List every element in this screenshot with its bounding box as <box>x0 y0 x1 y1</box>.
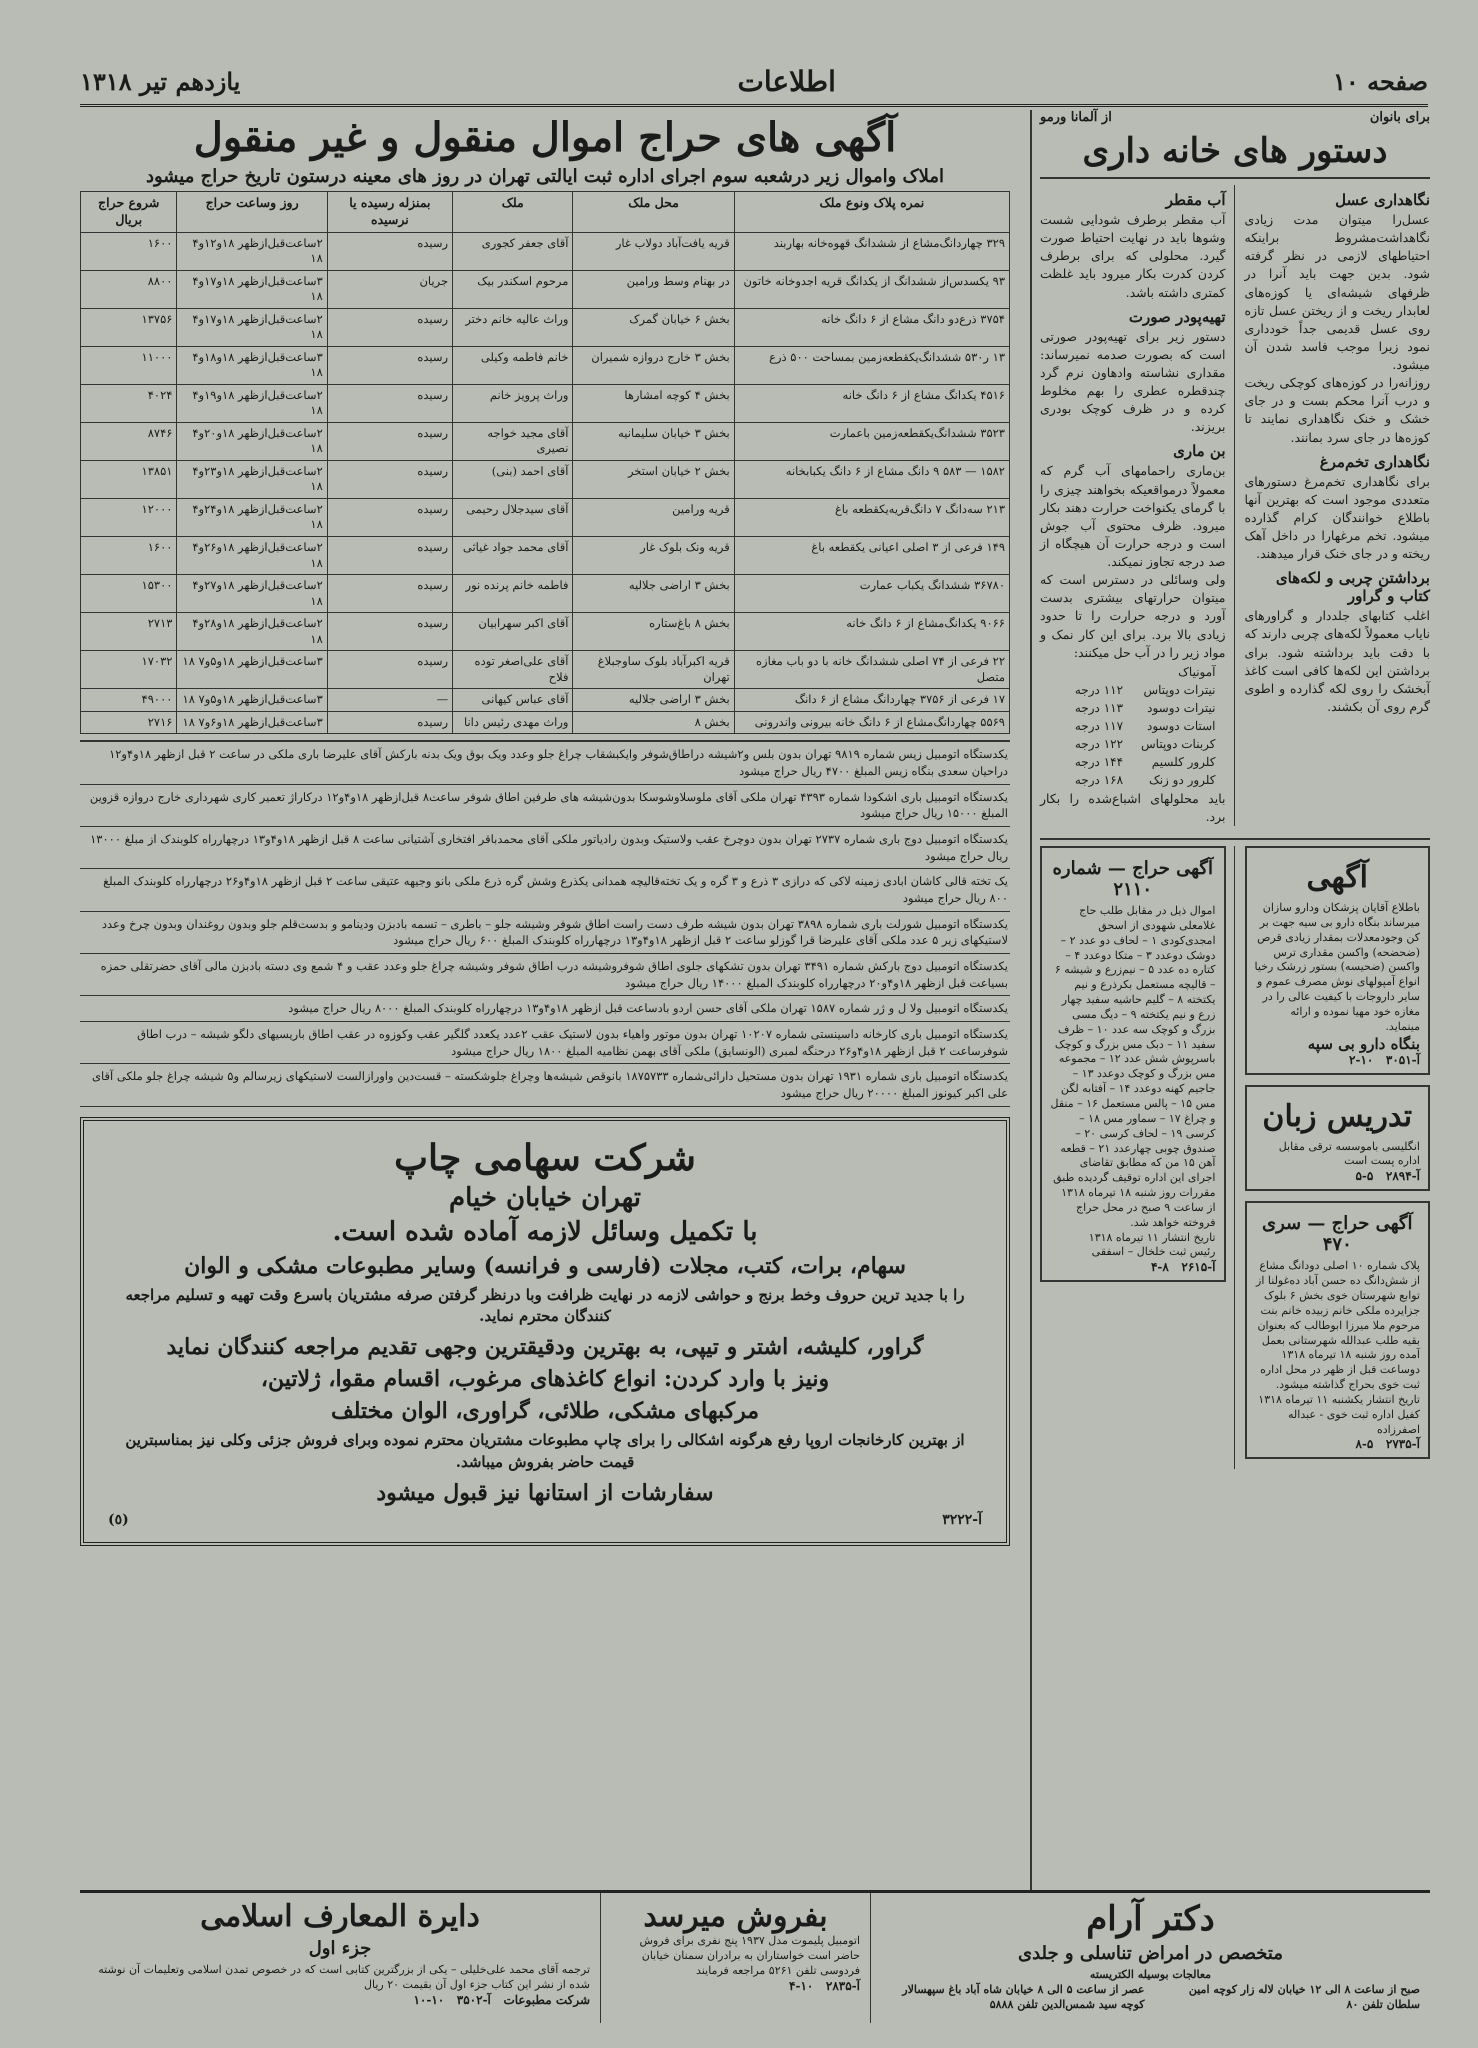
doctor-ad: دکتر آرام متخصص در امراض تناسلی و جلدی معالجات بوسیله الکتریسته صبح از ساعت ۸ الی ۱۲ خیابان لاله زار کوچه امین سلطان تلفن ۸۰ عصر از ساعت ۵ الی ۸ خیابان شاه آباد باغ سپهسالار کوچه سید شمس‌الدین تلفن ۵۸۸۸ <box>870 1893 1430 2023</box>
vehicle-notice: یکدستگاه اتومبیل باری اشکودا شماره ۴۳۹۳ تهران ملکی آقای ملوسلاوشوسکا بدون‌شیشه های طرفین اطاق شوفر ساعت۸ قبل‌ازظهر ۱۸و۴و۱۲ درکاراژ تعمیر کاری شهرداری خارج دروازه قزوین المبلغ ۱۵۰۰۰ ریال حراج میشود <box>80 785 1010 827</box>
auction-row: ۱۳ ر۵۳۰ ششدانگ‌یکقطعه‌زمین بمساحت ۵۰۰ ذرع بخش ۳ خارج دروازه شمیران خانم فاطمه وکیلی رسیده ۳ساعت‌قبل‌ازظهر ۱۸و۱۸و۴ ۱۸ ۱۱۰۰۰ <box>81 346 1010 384</box>
auction-subtitle: املاک واموال زیر درشعبه سوم اجرای اداره ثبت ایالتی تهران در روز های معینه درستون تاریخ حراج میشود <box>145 166 945 187</box>
auction-row: ۲۲ فرعی از ۷۴ اصلی ششدانگ خانه با دو باب مغازه متصل قریه اکبرآباد بلوک ساوجبلاغ تهران آقای علی‌اصغر توده فلاح رسیده ۳ساعت‌قبل‌ازظهر ۱۸و۵و۷ ۱۸ ۱۷۰۳۲ <box>81 651 1010 689</box>
powder-text: دستور زیر برای تهیه‌پودر صورتی است که بصورت صدمه نمیرساند: مقداری نشاسته وادهاون نرم گرد چندقطره عطری را بهم مخلوط کرده و در ظرف کوچک بودری بریزند. <box>1040 328 1226 435</box>
auction-row: ۹۳ یکسدس‌از ششدانگ از یکدانگ قریه اجدوخانه خاتون در بهنام وسط ورامین مرحوم اسکندر بیک جریان ۳ساعت‌قبل‌ازظهر ۱۸و۱۷و۴ ۱۸ ۸۸۰۰ <box>81 270 1010 308</box>
vehicle-notice: یکدستگاه اتومبیل ولا ل و ژر شماره ۱۵۸۷ تهران ملکی آقای حسن اردو بادساعت قبل ازظهر ۱۸و۴و۱۳ درچهارراه کلوبندک المبلغ ۸۰۰۰ ریال حراج میشود <box>80 996 1010 1022</box>
vehicle-notices <box>80 740 1010 1106</box>
auction-table: نمره پلاک ونوع ملک محل ملک ملک بمنزله رسیده یا نرسیده روز وساعت حراج شروع حراج بریال ۳۲۹ چهاردانگ‌مشاع از ششدانگ قهوه‌خانه بهاربند قریه یافت‌آباد دولاب غار آقای جعفر کجوری رسیده ۲ساعت‌قبل‌ازظهر ۱۸و۱۲و۴ ۱۸ ۱۶۰۰ ۹۳ یکسدس‌از ششدانگ از یکدانگ قریه اجدوخانه خاتون در بهنام وسط ورامین مرحوم اسکندر بیک جریان ۳ساعت‌قبل‌ازظهر ۱۸و۱۷و۴ ۱۸ ۸۸۰۰ ۳۷۵۴ ذرع‌دو دانگ مشاع از ۶ دانگ خانه بخش ۶ خیابان گمرک وراث عالیه خانم دختر رسیده ۲ساعت‌قبل‌ازظهر ۱۸و۱۷و۴ ۱۸ ۱۳۷۵۶ ۱۳ ر۵۳۰ ششدانگ‌یکقطعه‌زمین بمساحت ۵۰۰ ذرع بخش ۳ خارج دروازه شمیران خانم فاطمه وکیلی رسیده ۳ساعت‌قبل‌ازظهر ۱۸و۱۸و۴ ۱۸ ۱۱۰۰۰ ۴۵۱۶ یکدانگ مشاع از ۶ دانگ خانه بخش ۴ کوچه امشارها وراث پرویز خانم رسیده ۲ساعت‌قبل‌ازظهر ۱۸و۱۹و۴ ۱۸ ۴۰۲۴ ۳۵۲۳ ششدانگ‌یکقطعه‌زمین با‌عمارت بخش ۳ خیابان سلیمانیه آقای مجید خواجه نصیری رسیده ۲ساعت‌قبل‌ازظهر ۱۸و۲۰و۴ ۱۸ ۸۷۴۶ ۱۵۸۲ — ۵۸۳ ۹ دانگ مشاع از ۶ دانگ یکبابخانه بخش ۲ خیابان استخر آقای احمد (بنی) رسیده ۲ساعت‌قبل‌ازظهر ۱۸و۲۳و۴ ۱۸ ۱۳۸۵۱ ۲۱۳ سه‌دانگ ۷ دانگ‌قریه‌یکقطعه باغ قریه ورامین آقای سیدجلال رحیمی رسیده ۲ساعت‌قبل‌ازظهر ۱۸و۲۴و۴ ۱۸ ۱۲۰۰۰ ۱۴۹ فرعی از ۳ اصلی اعیانی یکقطعه باغ قریه ونک بلوک غار آقای محمد جواد غیاثی رسیده ۲ساعت‌قبل‌ازظهر ۱۸و۲۶و۴ ۱۸ ۱۶۰۰ ۳۶۷۸۰ ششدانگ یکباب عمارت بخش ۳ اراضی جلالیه فاطمه خانم پرنده نور رسیده ۲ساعت‌قبل‌ازظهر ۱۸و۲۷و۴ ۱۸ ۱۵۳۰۰ ۹۰۶۶ یکدانگ‌مشاع از ۶ دانگ خانه بخش ۸ باغ‌ستاره آقای اکبر سهرابیان رسیده ۲ساعت‌قبل‌ازظهر ۱۸و۲۸و۴ ۱۸ ۲۷۱۳ ۲۲ فرعی از ۷۴ اصلی ششدانگ خانه با دو باب مغازه متصل قریه اکبرآباد بلوک ساوجبلاغ تهران آقای علی‌اصغر توده فلاح رسیده ۳ساعت‌قبل‌ازظهر ۱۸و۵و۷ ۱۸ ۱۷۰۳۲ ۱۷ فرعی از ۳۷۵۶ چهاردانگ مشاع از ۶ دانگ بخش ۳ اراضی جلالیه آقای عباس کیهانی — ۳ساعت‌قبل‌ازظهر ۱۸و۵و۷ ۱۸ ۴۹۰۰۰ ۵۵۶۹ چهاردانگ‌مشاع از ۶ دانگ خانه بیرونی واندرونی بخش ۸ وراث مهدی رئیس دانا رسیده ۳ساعت‌قبل‌ازظهر ۱۸و۶و۷ ۱۸ ۲۷۱۶ <box>80 191 1010 734</box>
auction-row: ۴۵۱۶ یکدانگ مشاع از ۶ دانگ خانه بخش ۴ کوچه امشارها وراث پرویز خانم رسیده ۲ساعت‌قبل‌ازظهر ۱۸و۱۹و۴ ۱۸ ۴۰۲۴ <box>81 384 1010 422</box>
vehicle-notice: یکدستگاه اتومبیل دوج بارکش شماره ۳۴۹۱ تهران بدون تشکهای جلوی اطاق شوفرو‌شیشه درب اطاق شوفر وشیشه چراغ جلو وعدد عقب و ۴ شمع وی دسته بادبزن مالی آقای حضرتقلی حمزه بسیاعت قبل ازظهر ۱۸و۴و۲۰ درچهارراه کلوبندک المبلغ ۱۴۰۰۰ ریال حراج میشود <box>80 954 1010 996</box>
salts-intro: ولی وسائلی در دسترس است که میتوان حرارتهای بیشتری بدست آورد و درجه حرارت را تا حدود زیادی بالا برد. برای این کار نمک و مواد زیر را در آب حل میکنند: <box>1040 572 1226 660</box>
water-heading: آب مقطر <box>1165 191 1226 209</box>
column-rule <box>1030 110 1032 1890</box>
salts-end: باید محلولهای اشباع‌شده را بکار برد. <box>1040 790 1226 824</box>
auction-row: ۳۵۲۳ ششدانگ‌یکقطعه‌زمین با‌عمارت بخش ۳ خیابان سلیمانیه آقای مجید خواجه نصیری رسیده ۲ساعت‌قبل‌ازظهر ۱۸و۲۰و۴ ۱۸ ۸۷۴۶ <box>81 422 1010 460</box>
water-text: آب مقطر برطرف شودایی شست وشوها باید در نهایت احتیاط صورت گیرد. محلولی که برای برطرف کردن کدرت بکار میرود باید غلظت کمتری داشته باشد. <box>1040 212 1226 300</box>
auction-row: ۹۰۶۶ یکدانگ‌مشاع از ۶ دانگ خانه بخش ۸ باغ‌ستاره آقای اکبر سهرابیان رسیده ۲ساعت‌قبل‌ازظهر ۱۸و۲۸و۴ ۱۸ ۲۷۱۳ <box>81 613 1010 651</box>
vehicle-notice: یکدستگاه اتومبیل باری کارخانه داسینستی شماره ۱۰۲۰۷ تهران بدون موتور واهیاء بدون لاستیک عقب ۲عدد یکعدد گلگیر عقب وکوزوه در عقب اطاق باریسیهای دلگو شیشه – درب اطاق شوفرساعت ۲ قبل ازظهر ۱۸و۴و۲۶ درحنگه لمبری (الونسایق) ملکی آقای بهمن نظامیه المبلغ ۱۸۰۰ ریال حراج میشود <box>80 1022 1010 1064</box>
vehicle-notice: یکدستگاه اتومبیل باری شماره ۱۹۳۱ تهران بدون مستحیل دارائی‌شماره ۱۸۷۵۷۳۳ بانوقص شیشه‌ها وچراغ جلوشکسته – قست‌دین واورازالست لاستیکهای زیرسالم و۵ شیشه چراغ جلو ملکی آقای علی اکبر کیونوز المبلغ ۲۰۰۰۰ ریال حراج میشود <box>80 1064 1010 1106</box>
eggs-text: برای نگاهداری تخم‌مرغ دستورهای متعددی موجود است که بهترین آنها باطلاع خوانندگان کرام گذارده میشود. تخم مرغهارا در داخل آهک ریخته و در جای خنک قرار میدهند. <box>1244 473 1430 562</box>
eggs-heading: نگاهداری تخم‌مرغ <box>1319 452 1430 471</box>
auction-title: آگهی های حراج اموال منقول و غیر منقول <box>193 114 897 161</box>
car-sale-ad: بفروش میرسد اتومبیل پلیموت مدل ۱۹۳۷ پنج نفری برای فروش حاضر است خواستاران به برادران سمنان خیابان فردوسی تلفن ۵۲۶۱ مراجعه فرمایند آ-۲۸۳۵ ۱۰-۴ <box>600 1893 870 2023</box>
source: از آلمانا ورمو <box>1040 110 1112 125</box>
auction-2110-ad: آگهی حراج — شماره ۲۱۱۰ اموال ذیل در مقابل طلب حاج غلامعلی شهودی از اسحق امجدی‌کودی ۱ – لحاف دو عدد ۲ – دوشک دوعدد ۳ – متکا دوعدد ۴ – کتاره ده عدد ۵ – نیم‌زرع و شیشه ۶ – قالیچه مستعمل بکرذرع و نیم یکتخته ۸ – گلیم حاشیه سفید چهار زرع و نیم یکتخته ۹ – دیگ مسی بزرگ و کوچک سه عدد ۱۰ – ظرف سفید ۱۱ – دبک مس بزرگ و کوچک باسرپوش شش عدد ۱۲ – مجموعه مس بزرگ و کوچک دوعدد ۱۳ – جاجیم کهنه دوعدد ۱۴ – آفتابه لگن مس ۱۵ – پالس مستعمل ۱۶ – منقل و چراغ ۱۷ – سماور مس ۱۸ – کرسی ۱۹ – لحاف کرسی ۲۰ – صندوق چوبی چهارعدد ۲۱ – قطعه آهن ۱۵ من که مطابق تقاضای اجرای این اداره توقیف گردیده طبق مقررات روز شنبه ۱۸ تیرماه ۱۳۱۸ از ساعت ۹ صبح در محل حراج فروخته خواهد شد. تاریخ انتشار ۱۱ تیرماه ۱۳۱۸ رئیس ثبت خلخال – اسفقی آ-۲۶۱۵ ۸-۴ <box>1040 846 1226 1282</box>
bainmarie-text: بن‌ماری راحمامهای آب گرم که معمولاً درمواقعیکه بخواهند چیزی را با گرمای یکنواخت حرارت دهند بکار میرود. ظرف محتوی آب جوش است و درجه حرارت آن هیچگاه از صد درجه تجاوز نمیکند. <box>1040 463 1226 569</box>
auction-row: ۵۵۶۹ چهاردانگ‌مشاع از ۶ دانگ خانه بیرونی واندرونی بخش ۸ وراث مهدی رئیس دانا رسیده ۳ساعت‌قبل‌ازظهر ۱۸و۶و۷ ۱۸ ۲۷۱۶ <box>81 711 1010 734</box>
honey-text-2: روزانه‌را در کوزه‌های کوچکی ریخت و درب آنرا محکم بست و در جای خشک و خنک نگاهداری نمایند تا کوزه‌ها در جای سرد بمانند. <box>1244 375 1430 445</box>
vehicle-notice: یکدستگاه اتومبیل دوج باری شماره ۲۷۳۷ تهران بدون دوچرخ عقب ولاستیک وبدون رادیاتور ملکی آقای محمدباقر افتخاری آشتیانی ساعت ۸ قبل ازظهر ۱۸و۴و۱۳ درچهارراه کلوبندک از مبلغ ۱۳۰۰۰ ریال حراج میشود <box>80 827 1010 869</box>
auction-row: ۳۷۵۴ ذرع‌دو دانگ مشاع از ۶ دانگ خانه بخش ۶ خیابان گمرک وراث عالیه خانم دختر رسیده ۲ساعت‌قبل‌ازظهر ۱۸و۱۷و۴ ۱۸ ۱۳۷۵۶ <box>81 308 1010 346</box>
page-number: صفحه ۱۰ <box>1332 66 1428 96</box>
pharmacy-ad: آگهی باطلاع آقایان پزشکان ودارو سازان میرساند بنگاه دارو بی سیه جهت بر کن وجودمعدلات بمقدار زیادی قرص (ضحضحه) واکسن مقداری ترس واکسن (ضحیسه) بستور زرشک رخیا انواع آمپولهای نوش مصرف عموم و سایر داروجات با کیفیت عالی را در مغازه خود مهیا نموده و ارائه مینماید. بنگاه دارو بی سپه آ-۳۰۵۱ ۱۰-۲ <box>1245 846 1431 1075</box>
auction-column <box>80 110 1010 1546</box>
kicker: برای بانوان <box>1369 110 1430 125</box>
encyclopedia-ad: دایرة المعارف اسلامی جزء اول ترجمه آقای محمد علی‌خلیلی – یکی از بزرگترین کتابی است که در خصوص تمدن اسلامی وتعلیمات آن نوشته شده از نشر این کتاب جزء اول آن بقیمت ۲۰ ریال شرکت مطبوعات آ-۳۵۰۲ ۱۰-۱۰ <box>98 1899 590 2007</box>
vehicle-notice: یکدستگاه اتومبیل زیس شماره ۹۸۱۹ تهران بدون بلس و۲شیشه دراطاق‌شوفر وایکبشقاب چراغ جلو وعدد ویک بوق ویک بدنه بارکش آقای علیرضا باری ملکی در ساعت ۲ قبل ازظهر ۱۸و۴و۱۲ دراحیان سعدی بنگاه زیس المبلغ ۴۷۰۰ ریال حراج میشود <box>80 742 1010 784</box>
print-company-ad: شرکت سهامی چاپ تهران خیابان خیام با تکمیل وسائل لازمه آماده شده است. سهام، برات، کتب، مجلات (فارسی و فرانسه) وسایر مطبوعات مشکی و الوان را با جدید ترین حروف وخط برنج و حواشی لازمه در نهایت ظرافت وبا درنظر گرفتن صرفه مشتریان باسرع وقت تهیه و تسلیم مراجعه کنندگان محترم نماید. گراور، کلیشه، اشتر و تیپی، به بهترین ودقیقترین وجهی تقدیم مراجعه کنندگان نماید ونیز با وارد کردن: انواع کاغذهای مرغوب، اقسام مقوا، ژلاتین، مرکبهای مشکی، طلائی، گراوری، الوان مختلف از بهترین کارخانجات اروپا رفع هرگونه اشکالی را برای چاپ مطبوعات مشتریان محترم نموده وبرای فروش جزئی وکلی نیز بمناسبترین قیمت حاضر بفروش میباشد. سفارشات از استانها نیز قبول میشود آ-۳۲۲۲ (٥) <box>80 1117 1010 1546</box>
vehicle-notice: یکدستگاه اتومبیل شورلت باری شماره ۳۸۹۸ تهران بدون شیشه طرف دست راست اطاق شوفر وشیشه جلو – باطری – تسمه بادبزن ودینامو و بدست‌قلم جلو وبدون روغندان وبدون چرخ وعدد لاستیکهای زیر ۵ عدد ملکی آقای علیرضا قرا گوزلو ساعت ۲ قبل ازظهر ۱۸و۴و۱۳ درچهارراه کلوبندک المبلغ ۶۰۰ ریال حراج میشود <box>80 912 1010 954</box>
auction-row: ۳۲۹ چهاردانگ‌مشاع از ششدانگ قهوه‌خانه بهاربند قریه یافت‌آباد دولاب غار آقای جعفر کجوری رسیده ۲ساعت‌قبل‌ازظهر ۱۸و۱۲و۴ ۱۸ ۱۶۰۰ <box>81 232 1010 270</box>
auction-row: ۱۷ فرعی از ۳۷۵۶ چهاردانگ مشاع از ۶ دانگ بخش ۳ اراضی جلالیه آقای عباس کیهانی — ۳ساعت‌قبل‌ازظهر ۱۸و۵و۷ ۱۸ ۴۹۰۰۰ <box>81 689 1010 712</box>
household-title: دستور های خانه داری <box>1040 131 1430 179</box>
household-column <box>1040 110 1430 1469</box>
auction-row: ۳۶۷۸۰ ششدانگ یکباب عمارت بخش ۳ اراضی جلالیه فاطمه خانم پرنده نور رسیده ۲ساعت‌قبل‌ازظهر ۱۸و۲۷و۴ ۱۸ ۱۵۳۰۰ <box>81 575 1010 613</box>
bainmarie-heading: بن ماری <box>1173 442 1226 461</box>
issue-date: یازدهم تیر ۱۳۱۸ <box>80 66 241 96</box>
auction-row: ۱۵۸۲ — ۵۸۳ ۹ دانگ مشاع از ۶ دانگ یکبابخانه بخش ۲ خیابان استخر آقای احمد (بنی) رسیده ۲ساعت‌قبل‌ازظهر ۱۸و۲۳و۴ ۱۸ ۱۳۸۵۱ <box>81 460 1010 498</box>
paper-name: اطلاعات <box>737 64 836 98</box>
stains-heading: برداشتن چربی و لکه‌های کتاب و گراور <box>1275 569 1430 606</box>
honey-text: عسل‌را میتوان مدت زیادی نگاهداشت‌مشروط براینکه احتیاطهای لازمی در نظر گرفته شود. بدین جهت باید آنرا در ظرفهای شیشه‌ای یا کوزه‌های لعابدار ریخت و از ریختن عسل تازه روی عسل قدیمی جداً خودداری نمود زیرا موجب فاسد شدن آن میشود. <box>1244 212 1430 372</box>
auction-row: ۲۱۳ سه‌دانگ ۷ دانگ‌قریه‌یکقطعه باغ قریه ورامین آقای سیدجلال رحیمی رسیده ۲ساعت‌قبل‌ازظهر ۱۸و۲۴و۴ ۱۸ ۱۲۰۰۰ <box>81 498 1010 536</box>
salts-table: آمونیاک نیترات دوپتاس ۱۱۲ درجه نیترات دوسود ۱۱۳ درجه استات دوسود ۱۱۷ درجه کربنات دوپتاس ۱۲۲ درجه کلرور کلسیم ۱۴۴ درجه کلرور دو زنک ۱۶۸ درجه <box>1074 664 1216 787</box>
language-ad: تدریس زبان انگلیسی باموسسه ترقی مقابل اداره پست است آ-۲۸۹۴ ۵-۵ <box>1245 1085 1431 1192</box>
powder-heading: تهیه‌پودر صورت <box>1128 307 1226 326</box>
bottom-ads <box>80 1890 1430 2023</box>
vehicle-notice: یک تخته قالی کاشان ابادی زمینه لاکی که درازی ۳ ذرع و ۳ گره و یک تخته‌قالیچه همدانی یکذرع وشش گره ذرع ملکی بانو وجیهه عتیقی ساعت ۲ قبل ازظهر ۱۸و۴و۲۶ درچهارراه کلوبندک المبلغ ۸۰۰ ریال حراج میشود <box>80 869 1010 911</box>
page-header <box>80 58 1428 107</box>
stains-text: اغلب کتابهای جلددار و گراورهای نایاب معمولاً لکه‌های چربی دارند که با دقت باید برداشته شود. برای برداشتن این لکه‌ها کافی است کاغذ آبخشک را روی لکه گذارده و اطوی گرم روی آن بکشند. <box>1244 608 1430 714</box>
auction-470-ad: آگهی حراج — سری ۴۷۰ پلاک شماره ۱۰ اصلی دودانگ مشاع از شش‌دانگ ده‌ حسن آباد ده‌غولنا از توابع شهرستان خوی بخش ۶ بلوک جزایرده ملکی خانم زبیده خانم بنت مرحوم ملا میرزا ابوطالب که بعنوان بقیه طلب عبدالله شهرستانی بعمل آمده روز شنبه ۱۸ تیرماه ۱۳۱۸ دوساعت قبل از ظهر در محل اداره ثبت خوی بحراج گذاشته میشود. تاریخ انتشار یکشنبه ۱۱ تیرماه ۱۳۱۸ کفیل اداره ثبت خوی - عبداله اصفرزاده آ-۲۷۳۵ ۵-۸ <box>1245 1201 1431 1459</box>
auction-row: ۱۴۹ فرعی از ۳ اصلی اعیانی یکقطعه باغ قریه ونک بلوک غار آقای محمد جواد غیاثی رسیده ۲ساعت‌قبل‌ازظهر ۱۸و۲۶و۴ ۱۸ ۱۶۰۰ <box>81 537 1010 575</box>
honey-heading: نگاهداری عسل <box>1335 191 1430 209</box>
